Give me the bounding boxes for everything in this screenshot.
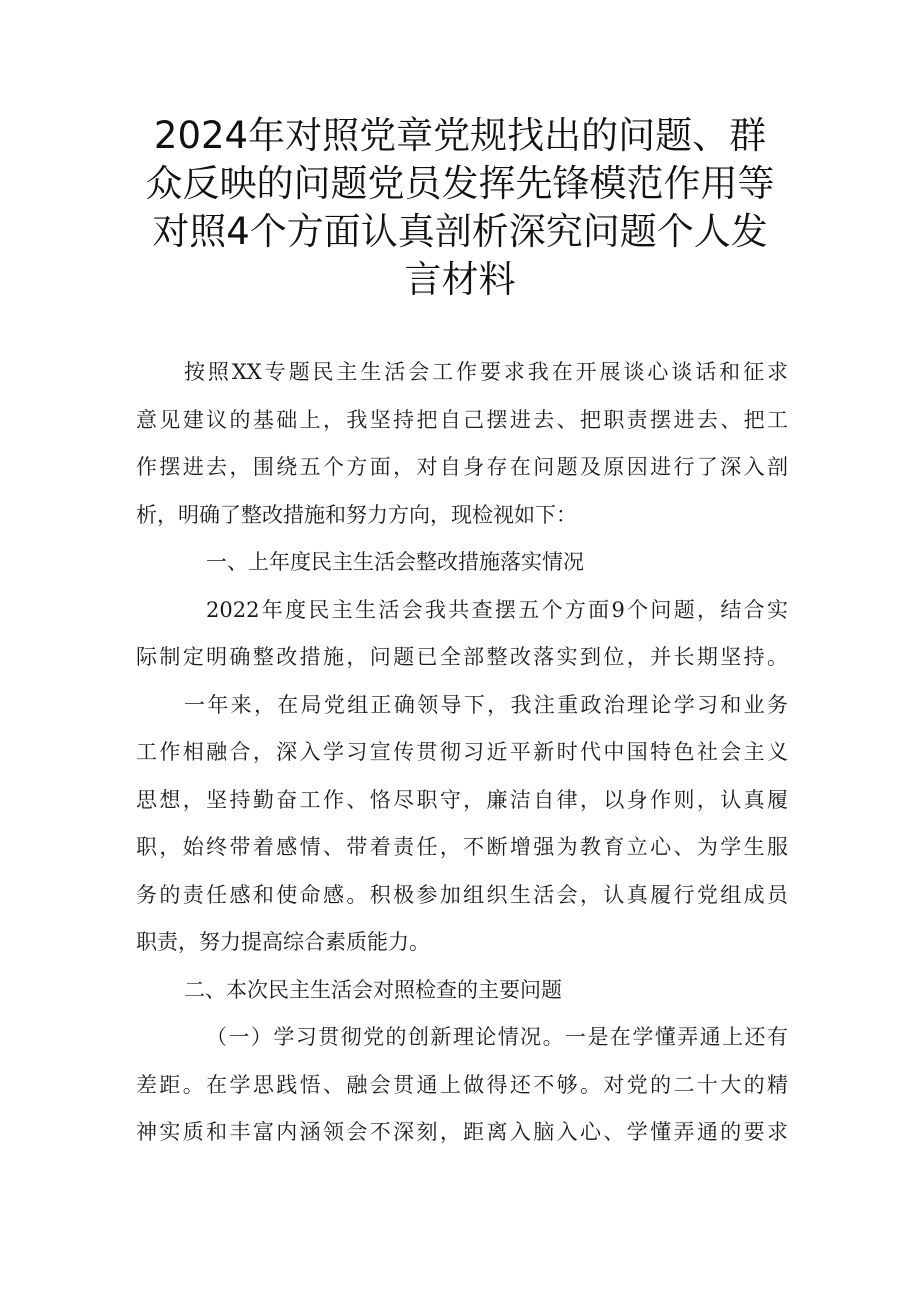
section-heading-2 [136,967,788,1015]
text-line: 析，明确了整改措施和努力方向，现检视如下： [136,502,577,527]
text-line: 工作相融合，深入学习宣传贯彻习近平新时代中国特色社会主义 [136,740,788,764]
text-line: （一）学习贯彻党的创新理论情况。一是在学懂弄通上还有 [206,1025,788,1049]
rectification-paragraph [136,587,788,682]
document-body [136,349,788,1157]
heading-line: 一、上年度民主生活会整改措施落实情况 [206,550,584,574]
text-line: 职责，努力提高综合素质能力。 [136,930,430,954]
text-line: 思想，坚持勤奋工作、恪尽职守，廉洁自律，以身作则，认真履 [136,787,788,812]
text-line: 2022年度民主生活会我共查摆五个方面9个问题，结合实 [206,597,788,622]
theory-paragraph [136,1014,788,1157]
title-line: 对照4个方面认真剖析深究问题个人发 [152,210,768,253]
text-line: 差距。在学思践悟、融会贯通上做得还不够。对党的二十大的精 [136,1072,788,1097]
text-line: 意见建议的基础上，我坚持把自己摆进去、把职责摆进去、把工 [136,407,788,432]
section-heading-1 [136,539,788,587]
intro-paragraph [136,349,788,539]
year-review-paragraph [136,682,788,967]
document-title [120,112,800,304]
heading-line: 二、本次民主生活会对照检查的主要问题 [184,977,562,1002]
title-line: 众反映的问题党员发挥先锋模范作用等 [145,162,775,205]
text-line: 按照XX专题民主生活会工作要求我在开展谈心谈话和征求 [184,360,788,384]
title-line: 言材料 [404,258,516,301]
text-line: 神实质和丰富内涵领会不深刻，距离入脑入心、学懂弄通的要求 [136,1120,788,1144]
text-line: 务的责任感和使命感。积极参加组织生活会，认真履行党组成员 [136,882,788,907]
text-line: 作摆进去，围绕五个方面，对自身存在问题及原因进行了深入剖 [136,455,788,479]
text-line: 职，始终带着感情、带着责任，不断增强为教育立心、为学生服 [136,835,788,859]
text-line: 际制定明确整改措施，问题已全部整改落实到位，并长期坚持。 [136,645,788,669]
text-line: 一年来，在局党组正确领导下，我注重政治理论学习和业务 [184,692,788,717]
title-line: 2024年对照党章党规找出的问题、群 [153,114,767,157]
